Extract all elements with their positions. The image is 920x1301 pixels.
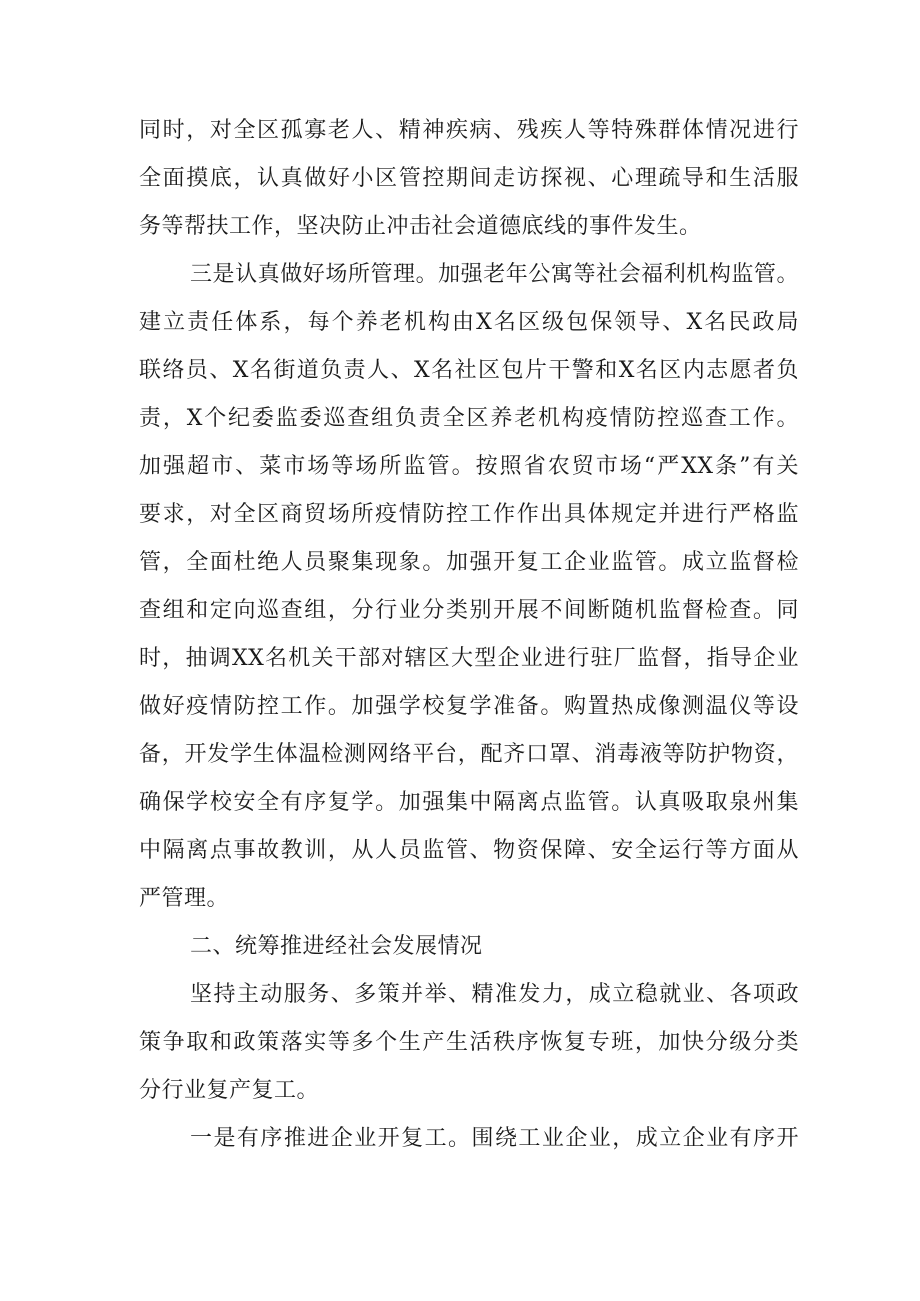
text-line: 同时，对全区孤寡老人、精神疾病、残疾人等特殊群体情况进行 [139,118,799,143]
text-line: 中隔离点事故教训，从人员监管、物资保障、安全运行等方面从 [139,838,799,863]
text-line: 责，X个纪委监委巡查组负责全区养老机构疫情防控巡查工作。 [139,406,799,431]
text-line: 做好疫情防控工作。加强学校复学准备。购置热成像测温仪等设 [139,694,799,719]
paragraph-start-line: 一是有序推进企业开复工。围绕工业企业，成立企业有序开 [190,1126,799,1151]
text-line: 要求，对全区商贸场所疫情防控工作作出具体规定并进行严格监 [139,502,799,527]
text-line: 管，全面杜绝人员聚集现象。加强开复工企业监管。成立监督检 [139,550,799,575]
paragraph-start-line: 坚持主动服务、多策并举、精准发力，成立稳就业、各项政 [190,982,799,1007]
text-line: 联络员、X名街道负责人、X名社区包片干警和X名区内志愿者负 [139,358,799,383]
section-heading: 二、统筹推进经社会发展情况 [190,934,483,959]
text-line: 时，抽调XX名机关干部对辖区大型企业进行驻厂监督，指导企业 [139,646,799,671]
text-line: 策争取和政策落实等多个生产生活秩序恢复专班，加快分级分类 [139,1030,799,1055]
text-line: 建立责任体系，每个养老机构由X名区级包保领导、X名民政局 [139,310,799,335]
text-line: 分行业复产复工。 [139,1078,320,1103]
text-line: 严管理。 [139,886,230,911]
text-line: 备，开发学生体温检测网络平台，配齐口罩、消毒液等防护物资， [139,742,799,767]
text-line: 务等帮扶工作，坚决防止冲击社会道德底线的事件发生。 [139,214,702,239]
text-line: 全面摸底，认真做好小区管控期间走访探视、心理疏导和生活服 [139,166,799,191]
paragraph-start-line: 三是认真做好场所管理。加强老年公寓等社会福利机构监管。 [190,262,799,287]
text-line: 查组和定向巡查组，分行业分类别开展不间断随机监督检查。同 [139,598,799,623]
text-line: 确保学校安全有序复学。加强集中隔离点监管。认真吸取泉州集 [139,790,799,815]
text-line: 加强超市、菜市场等场所监管。按照省农贸市场“严XX条”有关 [139,454,799,479]
